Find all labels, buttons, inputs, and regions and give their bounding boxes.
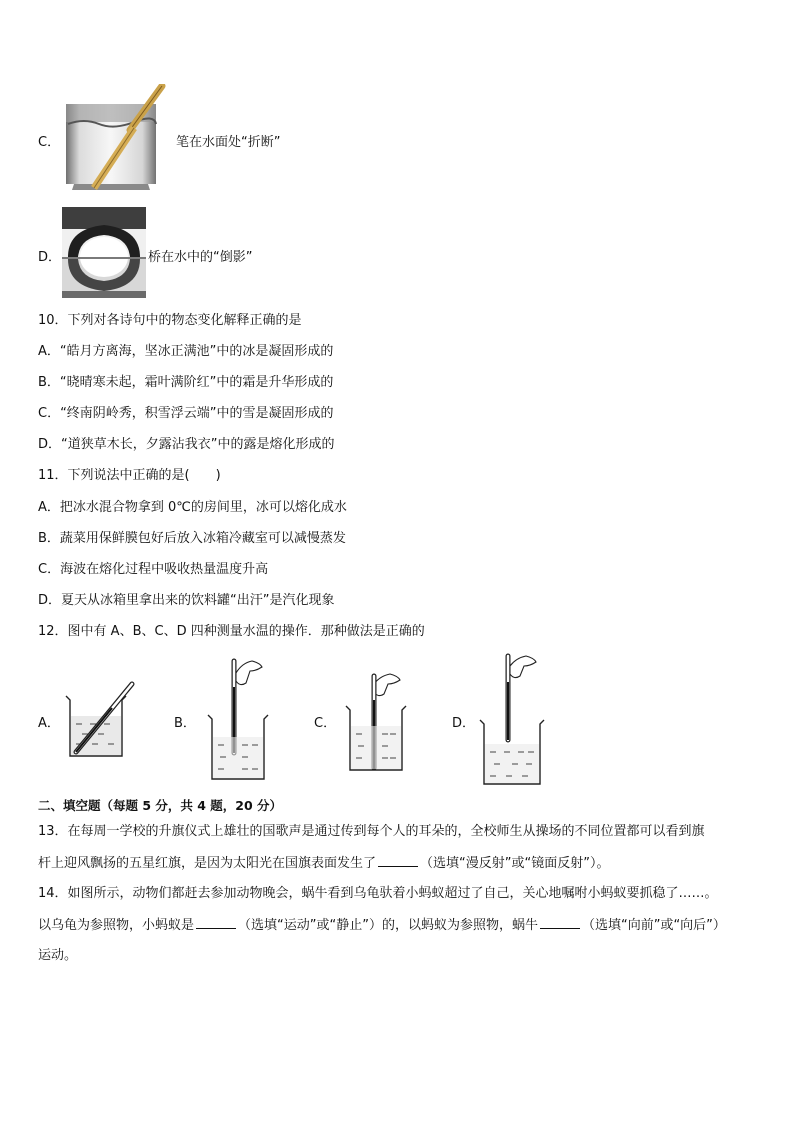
bridge-reflection-image bbox=[62, 207, 146, 298]
q10-option-b: B．“晓晴寒未起，霜叶满阶红”中的霜是升华形成的 bbox=[38, 375, 334, 390]
q12-label-c: C． bbox=[314, 716, 337, 731]
q14-answer-blank-2[interactable] bbox=[540, 916, 580, 929]
q10-option-c: C．“终南阴岭秀，积雪浮云端”中的雪是凝固形成的 bbox=[38, 406, 334, 421]
q14-line1: 14．如图所示，动物们都赶去参加动物晚会，蜗牛看到乌龟驮着小蚂蚁超过了自己，关心地嘱咐小蚂蚁要抓稳了……。 bbox=[38, 886, 718, 901]
q13-line2 bbox=[38, 854, 609, 873]
q13-text-before-blank: 杆上迎风飘扬的五星红旗，是因为太阳光在国旗表面发生了 bbox=[38, 856, 377, 871]
q13-answer-blank[interactable] bbox=[378, 854, 418, 867]
thermometer-d-figure bbox=[478, 652, 548, 788]
q11-option-c: C．海波在熔化过程中吸收热量温度升高 bbox=[38, 562, 269, 577]
q14-line2 bbox=[38, 916, 726, 935]
q10-option-a: A．“皓月方离海，坚冰正满池”中的冰是凝固形成的 bbox=[38, 344, 334, 359]
q12-label-a: A． bbox=[38, 716, 60, 731]
q14-text-part3: （选填“向前”或“向后”） bbox=[581, 918, 726, 933]
q11-option-a: A．把冰水混合物拿到 0℃的房间里，冰可以熔化成水 bbox=[38, 500, 347, 515]
q12-label-d: D． bbox=[452, 716, 476, 731]
q10-stem: 10．下列对各诗句中的物态变化解释正确的是 bbox=[38, 313, 302, 328]
section-heading: 二、填空题（每题 5 分，共 4 题，20 分） bbox=[38, 798, 283, 813]
q10-option-d: D．“道狭草木长，夕露沾我衣”中的露是熔化形成的 bbox=[38, 437, 335, 452]
q14-line3: 运动。 bbox=[38, 948, 78, 963]
thermometer-a-figure bbox=[62, 680, 138, 760]
option-d-text: 桥在水中的“倒影” bbox=[148, 250, 253, 265]
q13-text-after-blank: （选填“漫反射”或“镜面反射”）。 bbox=[420, 856, 610, 871]
q11-option-b: B．蔬菜用保鲜膜包好后放入冰箱冷藏室可以减慢蒸发 bbox=[38, 531, 346, 546]
q11-stem: 11．下列说法中正确的是( ) bbox=[38, 468, 221, 483]
q14-text-part1: 以乌龟为参照物，小蚂蚁是 bbox=[38, 918, 195, 933]
q12-label-b: B． bbox=[174, 716, 196, 731]
option-c-label: C． bbox=[38, 135, 61, 150]
q13-line1: 13．在每周一学校的升旗仪式上雄壮的国歌声是通过传到每个人的耳朵的，全校师生从操场的不同位置都可以看到旗 bbox=[38, 824, 705, 839]
thermometer-b-figure bbox=[206, 657, 276, 783]
pencil-in-water-image bbox=[64, 84, 172, 194]
option-c-text: 笔在水面处“折断” bbox=[176, 135, 281, 150]
thermometer-c-figure bbox=[344, 670, 414, 774]
q14-answer-blank-1[interactable] bbox=[196, 916, 236, 929]
q11-option-d: D．夏天从冰箱里拿出来的饮料罐“出汗”是汽化现象 bbox=[38, 593, 335, 608]
q14-text-part2: （选填“运动”或“静止”）的，以蚂蚁为参照物，蜗牛 bbox=[238, 918, 538, 933]
q12-stem: 12．图中有 A、B、C、D 四种测量水温的操作．那种做法是正确的 bbox=[38, 624, 425, 639]
option-d-label: D． bbox=[38, 250, 62, 265]
